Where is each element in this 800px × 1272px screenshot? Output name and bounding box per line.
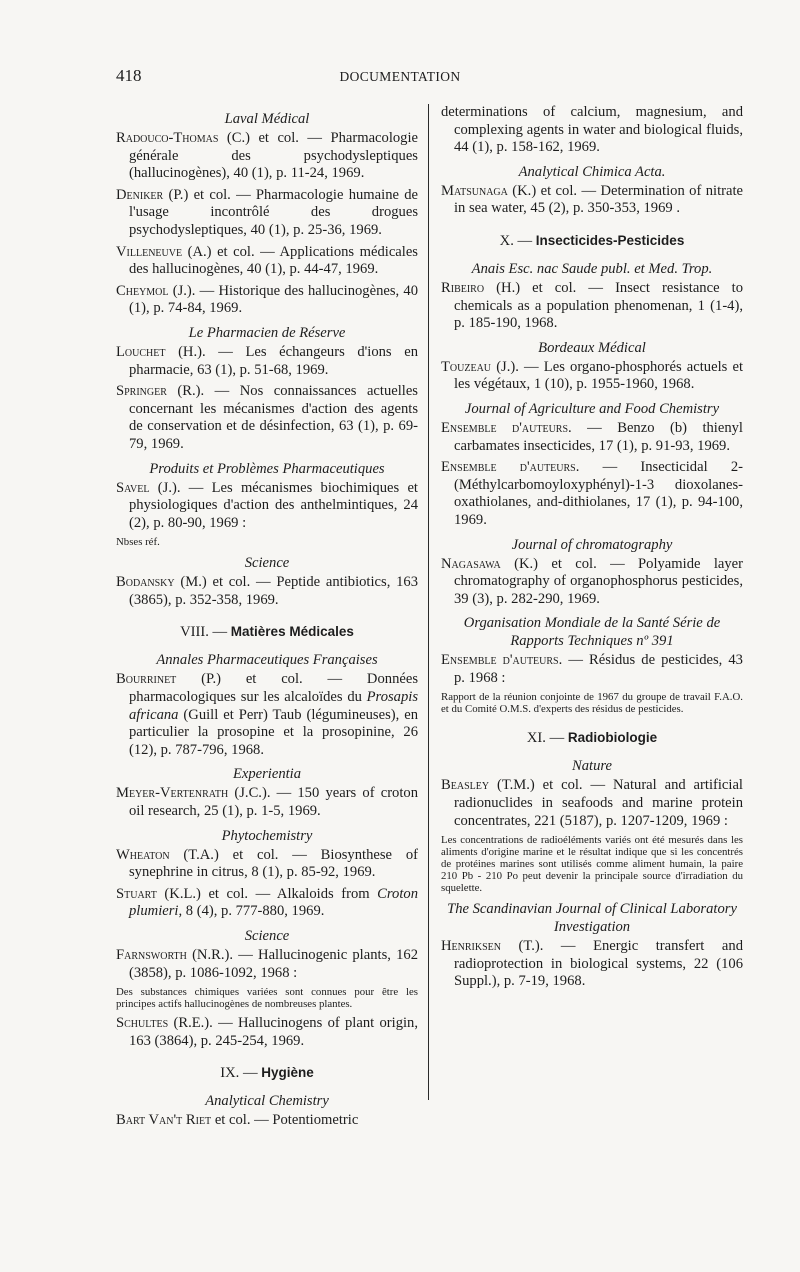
- bibliography-entry: Bodansky (M.) et col. — Peptide antibiotics, 163 (3865), p. 352-358, 1969.: [116, 574, 418, 608]
- entry-author: Meyer-Vertenrath: [116, 785, 229, 802]
- entry-author: Schultes: [116, 1015, 169, 1032]
- right-column: [441, 104, 743, 995]
- journal-title: Experientia: [232, 766, 302, 783]
- journal-title: Analytical Chimica Acta.: [518, 163, 666, 180]
- section-heading: VIII. — Matières Médicales: [180, 624, 354, 641]
- journal-title: Phytochemistry: [221, 827, 313, 844]
- entry-author: Ribeiro: [441, 279, 485, 296]
- bibliography-entry: Bourrinet (P.) et col. — Données pharmacologiques sur les alcaloïdes du Prosapis africana (Guill et Perr) Taub (légumineuses), en particulier la prosopine et la prosopinine, 26 (12), p. 787-796, 1968.: [116, 671, 418, 758]
- journal-title: Le Pharmacien de Réserve: [188, 324, 346, 341]
- entry-author: Ensemble d'auteurs.: [441, 652, 563, 669]
- section-title: Radiobiologie: [567, 730, 658, 746]
- bibliography-entry: Ensemble d'auteurs. — Insecticidal 2-(Méthylcarbomoyloxyphényl)-1-3 dioxolanes-oxathiolanes, and-dithiolanes, 17 (1), p. 94-100, 1969.: [441, 459, 743, 528]
- bibliography-entry: Ensemble d'auteurs. — Benzo (b) thienyl carbamates insecticides, 17 (1), p. 91-93, 1969.: [441, 419, 743, 454]
- bibliography-entry: Bart Van't Riet et col. — Potentiometric: [116, 1112, 359, 1129]
- entry-author: Cheymol: [116, 282, 169, 299]
- bibliography-entry: Touzeau (J.). — Les organo-phosphorés actuels et les végétaux, 1 (10), p. 1955-1960, 1968.: [441, 358, 743, 393]
- entry-author: Bourrinet: [116, 671, 177, 688]
- section-heading: X. — Insecticides-Pesticides: [499, 232, 685, 249]
- bibliography-entry: Springer (R.). — Nos connaissances actuelles concernant les mécanismes d'action des agents de conservation et de désinfection, 63 (1), p. 69-79, 1969.: [116, 383, 418, 452]
- entry-note: Les concentrations de radioéléments variés ont été mesurés dans les aliments d'origine marine et le résultat indique que si les concentrés de protéines marines sont utilisés comme aliment humain, la paire 210 Pb - 210 Po peut devenir la principale source d'irradiation du squelette.: [441, 834, 743, 895]
- bibliography-entry: Cheymol (J.). — Historique des hallucinogènes, 40 (1), p. 74-84, 1969.: [116, 282, 418, 317]
- bibliography-entry: Ensemble d'auteurs. — Résidus de pesticides, 43 p. 1968 :: [441, 652, 743, 686]
- bibliography-entry: Savel (J.). — Les mécanismes biochimiques et physiologiques d'action des anthelmintiques, 24 (2), p. 80-90, 1969 :: [116, 479, 418, 531]
- entry-author: Louchet: [116, 343, 166, 360]
- bibliography-entry: Matsunaga (K.) et col. — Determination of nitrate in sea water, 45 (2), p. 350-353, 1969 .: [441, 182, 743, 217]
- entry-author: Touzeau: [441, 358, 492, 375]
- entry-author: Nagasawa: [441, 555, 501, 572]
- journal-title: Laval Médical: [224, 111, 310, 127]
- left-column: [116, 104, 418, 1134]
- entry-author: Ensemble d'auteurs.: [441, 419, 572, 436]
- bibliography-entry: Deniker (P.) et col. — Pharmacologie humaine de l'usage incontrôlé des drogues psychodysleptiques, 40 (1), p. 25-36, 1969.: [116, 186, 418, 238]
- entry-author: Beasley: [441, 777, 490, 794]
- bibliography-entry: Meyer-Vertenrath (J.C.). — 150 years of croton oil research, 25 (1), p. 1-5, 1969.: [116, 785, 418, 820]
- section-title: Insecticides-Pesticides: [535, 232, 685, 248]
- running-head: DOCUMENTATION: [339, 69, 461, 84]
- journal-title: Science: [244, 555, 290, 572]
- entry-author: Bodansky: [116, 574, 175, 591]
- section-heading: XI. — Radiobiologie: [526, 730, 658, 747]
- entry-author: Savel: [116, 479, 150, 496]
- journal-title: Nature: [572, 758, 612, 775]
- entry-italic: Croton plumieri,: [129, 885, 418, 920]
- journal-title: Produits et Problèmes Pharmaceutiques: [149, 460, 385, 477]
- bibliography-entry: Ribeiro (H.) et col. — Insect resistance to chemicals as a population phenomenan, 1 (1-4), p. 185-190, 1968.: [441, 279, 743, 332]
- bibliography-entry: Farnsworth (N.R.). — Hallucinogenic plants, 162 (3858), p. 1086-1092, 1968 :: [116, 947, 418, 981]
- bibliography-entry: Schultes (R.E.). — Hallucinogens of plant origin, 163 (3864), p. 245-254, 1969.: [116, 1015, 418, 1049]
- journal-title: Organisation Mondiale de la Santé Série de Rapports Techniques nº 391: [463, 615, 721, 650]
- journal-title: Bordeaux Médical: [538, 339, 646, 356]
- column-divider: [428, 104, 429, 1100]
- journal-title: Journal of Agriculture and Food Chemistry: [464, 400, 720, 417]
- entry-author: Villeneuve: [116, 243, 183, 260]
- section-title: Hygiène: [261, 1065, 314, 1081]
- page-number: 418: [116, 66, 142, 85]
- entry-author: Radouco-Thomas: [116, 130, 219, 146]
- entry-author: Matsunaga: [441, 182, 508, 199]
- bibliography-entry: Louchet (H.). — Les échangeurs d'ions en pharmacie, 63 (1), p. 51-68, 1969.: [116, 343, 418, 378]
- bibliography-entry: Wheaton (T.A.) et col. — Biosynthese of synephrine in citrus, 8 (1), p. 85-92, 1969.: [116, 846, 418, 881]
- bibliography-entry: Stuart (K.L.) et col. — Alkaloids from Croton plumieri, 8 (4), p. 777-880, 1969.: [116, 885, 418, 920]
- journal-title: Annales Pharmaceutiques Françaises: [156, 652, 378, 669]
- journal-title: Science: [244, 928, 290, 944]
- bibliography-entry: Villeneuve (A.) et col. — Applications médicales des hallucinogènes, 40 (1), p. 44-47, 1969.: [116, 243, 418, 278]
- bibliography-entry: Henriksen (T.). — Energic transfert and radioprotection in biological systems, 22 (106 Suppl.), p. 7-19, 1968.: [441, 938, 743, 990]
- journal-title: Anais Esc. nac Saude publ. et Med. Trop.: [471, 260, 713, 277]
- journal-title: Analytical Chemistry: [205, 1093, 329, 1110]
- entry-author: Ensemble d'auteurs.: [441, 459, 580, 476]
- bibliography-entry: Radouco-Thomas (C.) et col. — Pharmacologie générale des psychodysleptiques (hallucinogènes), 40 (1), p. 11-24, 1969.: [116, 130, 418, 182]
- entry-italic: Prosapis africana: [129, 689, 418, 723]
- entry-note: Rapport de la réunion conjointe de 1967 du groupe de travail F.A.O. et du Comité O.M.S. d'experts des résidus de pesticides.: [441, 691, 743, 716]
- entry-author: Bart Van't Riet: [116, 1112, 212, 1129]
- bibliography-entry: Beasley (T.M.) et col. — Natural and artificial radionuclides in seafoods and marine protein concentrates, 221 (5187), p. 1207-1209, 1969 :: [441, 777, 743, 829]
- entry-note: Des substances chimiques variées sont connues pour être les principes actifs hallucinogènes de nombreuses plantes.: [116, 986, 418, 1011]
- entry-author: Stuart: [116, 885, 157, 902]
- entry-author: Farnsworth: [116, 947, 187, 963]
- section-title: Matières Médicales: [230, 624, 354, 640]
- bibliography-entry: Nagasawa (K.) et col. — Polyamide layer chromatography of organophosphorus pesticides, 39 (3), p. 282-290, 1969.: [441, 555, 743, 607]
- journal-title: The Scandinavian Journal of Clinical Laboratory Investigation: [447, 901, 737, 936]
- entry-author: Henriksen: [441, 938, 501, 955]
- bibliography-entry: determinations of calcium, magnesium, and complexing agents in water and biological fluids, 44 (1), p. 158-162, 1969.: [441, 104, 743, 156]
- entry-note: Nbses réf.: [116, 536, 160, 549]
- section-heading: IX. — Hygiène: [220, 1065, 314, 1082]
- entry-author: Springer: [116, 383, 167, 400]
- journal-title: Journal of chromatography: [511, 536, 673, 553]
- entry-author: Wheaton: [116, 846, 170, 863]
- entry-author: Deniker: [116, 186, 164, 203]
